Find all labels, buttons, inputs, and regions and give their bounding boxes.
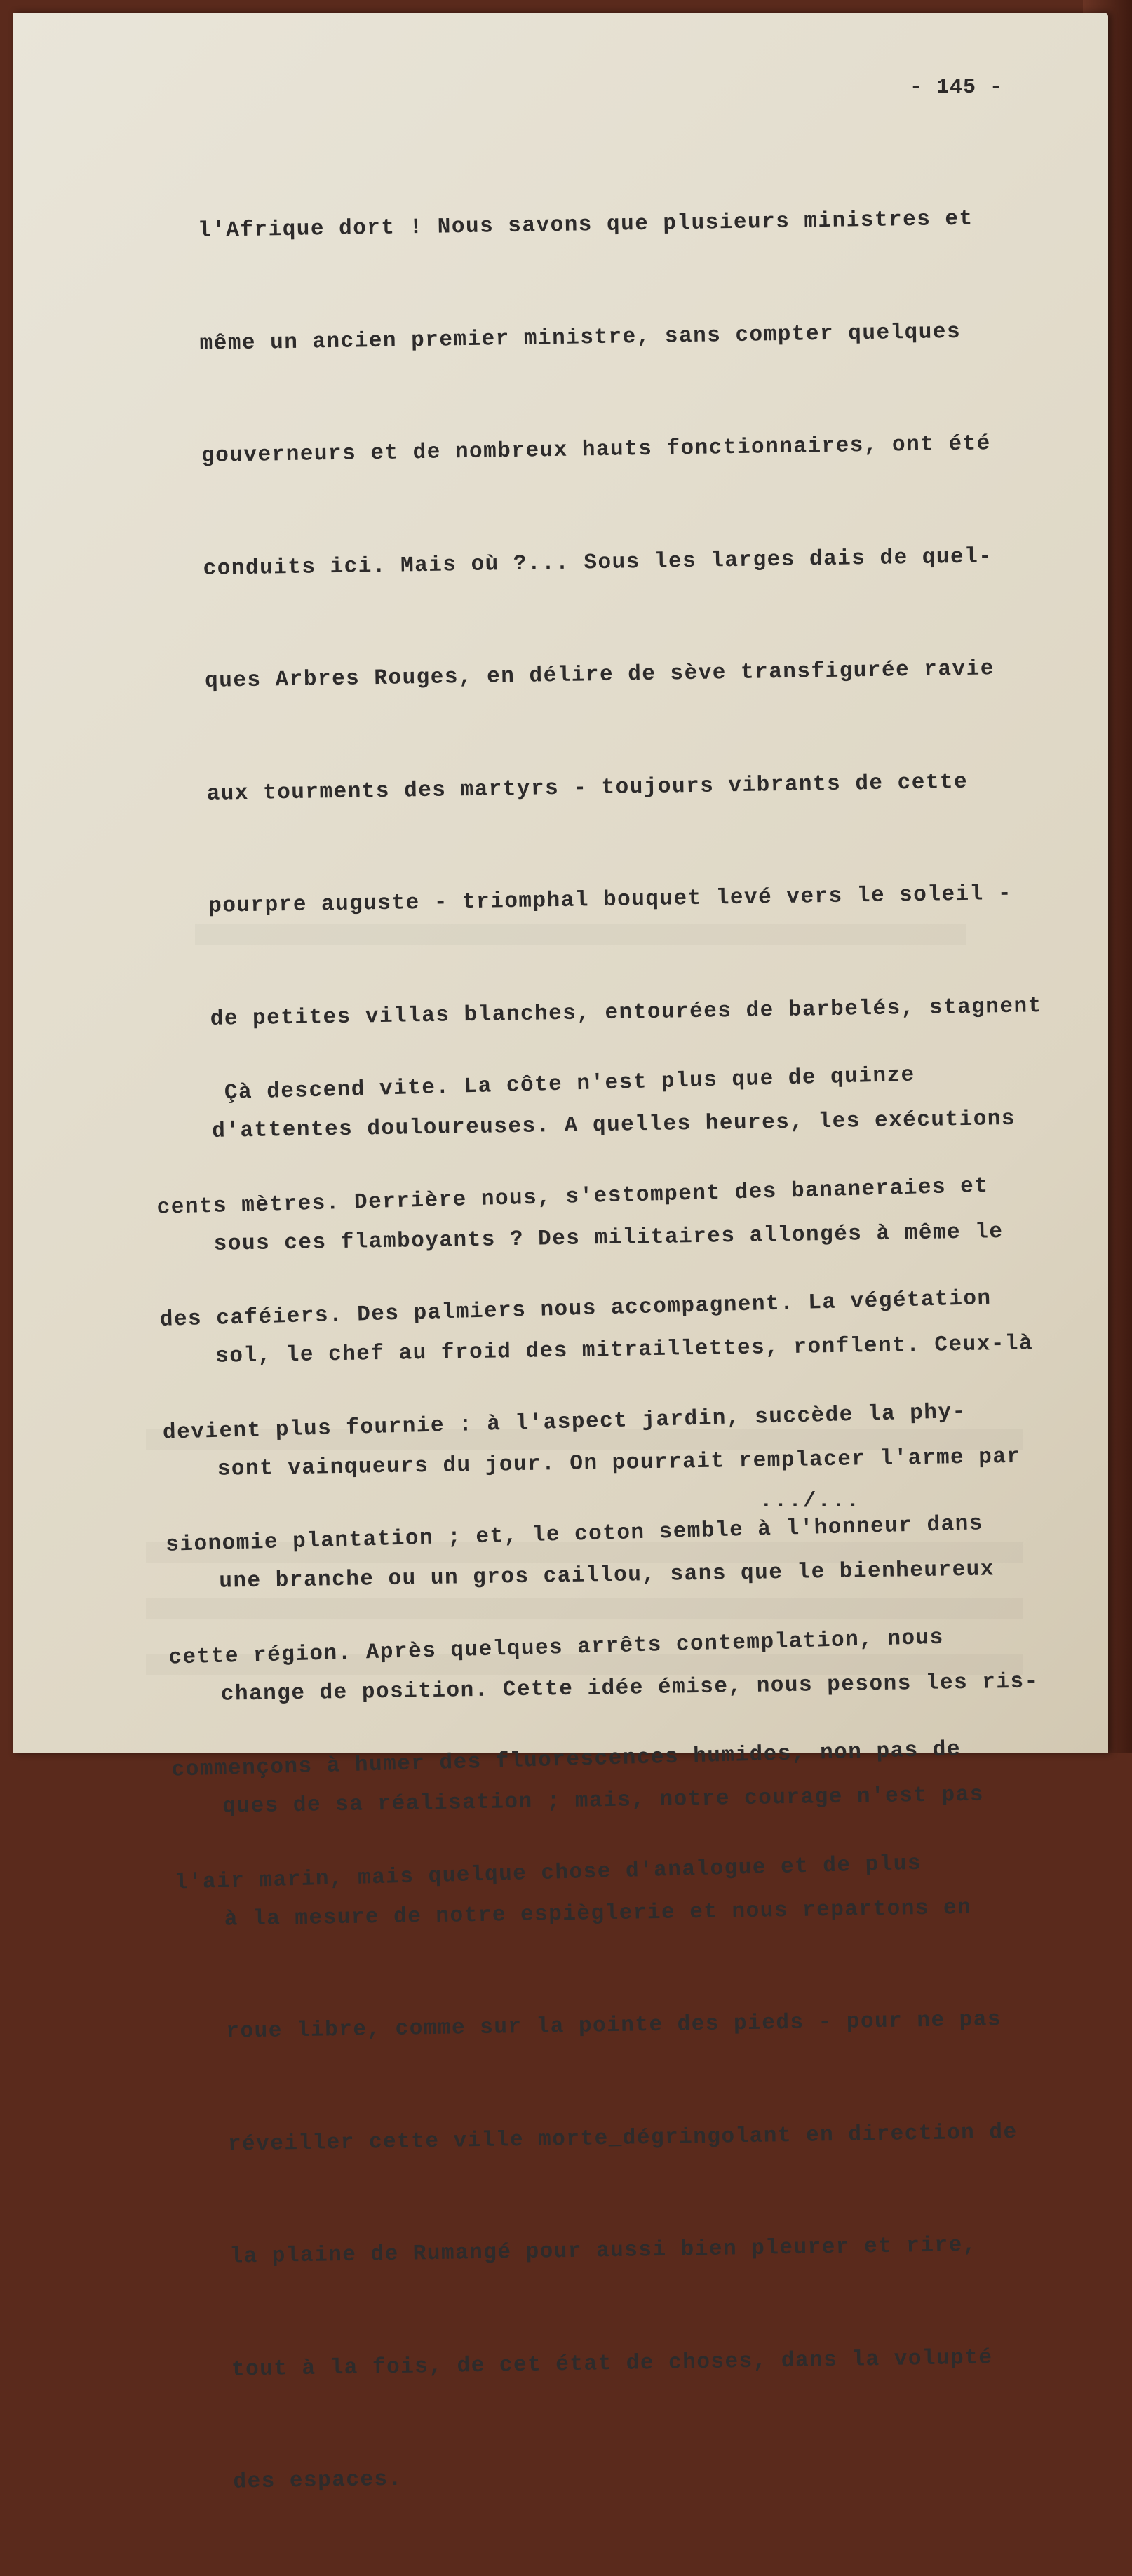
text-line: à la mesure de notre espièglerie et nous repartons en (224, 1895, 972, 1932)
text-line: Çà descend vite. La côte n'est plus que de quinze (154, 1063, 916, 1107)
text-line: l'Afrique dort ! Nous savons que plusieurs ministres et (197, 206, 973, 243)
text-line: réveiller cette ville morte_dégringolant en direction de (227, 2119, 1018, 2157)
text-line: change de position. Cette idée émise, nous pesons les ris- (220, 1668, 1039, 1707)
text-line: sont vainqueurs du jour. On pourrait remplacer l'arme par (217, 1444, 1021, 1482)
text-line: commençons à humer des fluorescences humides, non pas de (171, 1737, 962, 1783)
text-line: devient plus fournie : à l'aspect jardin, succède la phy- (162, 1399, 967, 1445)
text-line: aux tourments des martyrs - toujours vibrants de cette (206, 769, 969, 807)
text-line: des espaces. (233, 2467, 403, 2495)
text-line: sionomie plantation ; et, le coton semble à l'honneur dans (165, 1511, 984, 1558)
text-line: sous ces flamboyants ? Des militaires allongés à même le (213, 1219, 1004, 1257)
document-page (13, 13, 1108, 2495)
text-line: la plaine de Rumangé pour aussi bien pleurer et rire, (229, 2232, 978, 2270)
text-line: pourpre auguste - triomphal bouquet levé vers le soleil - (208, 881, 1013, 919)
paragraph-2 (151, 980, 1009, 1977)
continuation-mark: .../... (760, 1489, 861, 1513)
text-line: de petites villas blanches, entourées de barbelés, stagnent (210, 993, 1042, 1032)
text-line: cette région. Après quelques arrêts contemplation, nous (168, 1625, 945, 1671)
text-line: même un ancien premier ministre, sans compter quelques (199, 319, 962, 356)
page-number: - 145 - (909, 76, 1003, 100)
text-line: gouverneurs et de nombreux hauts fonctionnaires, ont été (201, 431, 992, 468)
text-line: une branche ou un gros caillou, sans que le bienheureux (219, 1557, 995, 1594)
text-line: des caféiers. Des palmiers nous accompagnent. La végétation (159, 1286, 992, 1333)
text-line: ques de sa réalisation ; mais, notre courage n'est pas (222, 1782, 985, 1819)
text-line: roue libre, comme sur la pointe des pieds - pour ne pas (226, 2007, 1002, 2044)
text-line: l'air marin, mais quelque chose d'analogue et de plus (174, 1851, 922, 1896)
text-line: tout à la fois, de cet état de choses, dans la volupté (231, 2345, 993, 2382)
text-line: ques Arbres Rouges, en délire de sève transfigurée ravie (204, 656, 995, 694)
text-line: conduits ici. Mais où ?... Sous les larges dais de quel- (203, 544, 993, 581)
text-line: d'attentes douloureuses. A quelles heures, les exécutions (211, 1106, 1016, 1144)
text-line: cents mètres. Derrière nous, s'estompent des bananeraies et (156, 1173, 989, 1220)
text-line: sol, le chef au froid des mitraillettes, ronflent. Ceux-là (215, 1331, 1034, 1369)
